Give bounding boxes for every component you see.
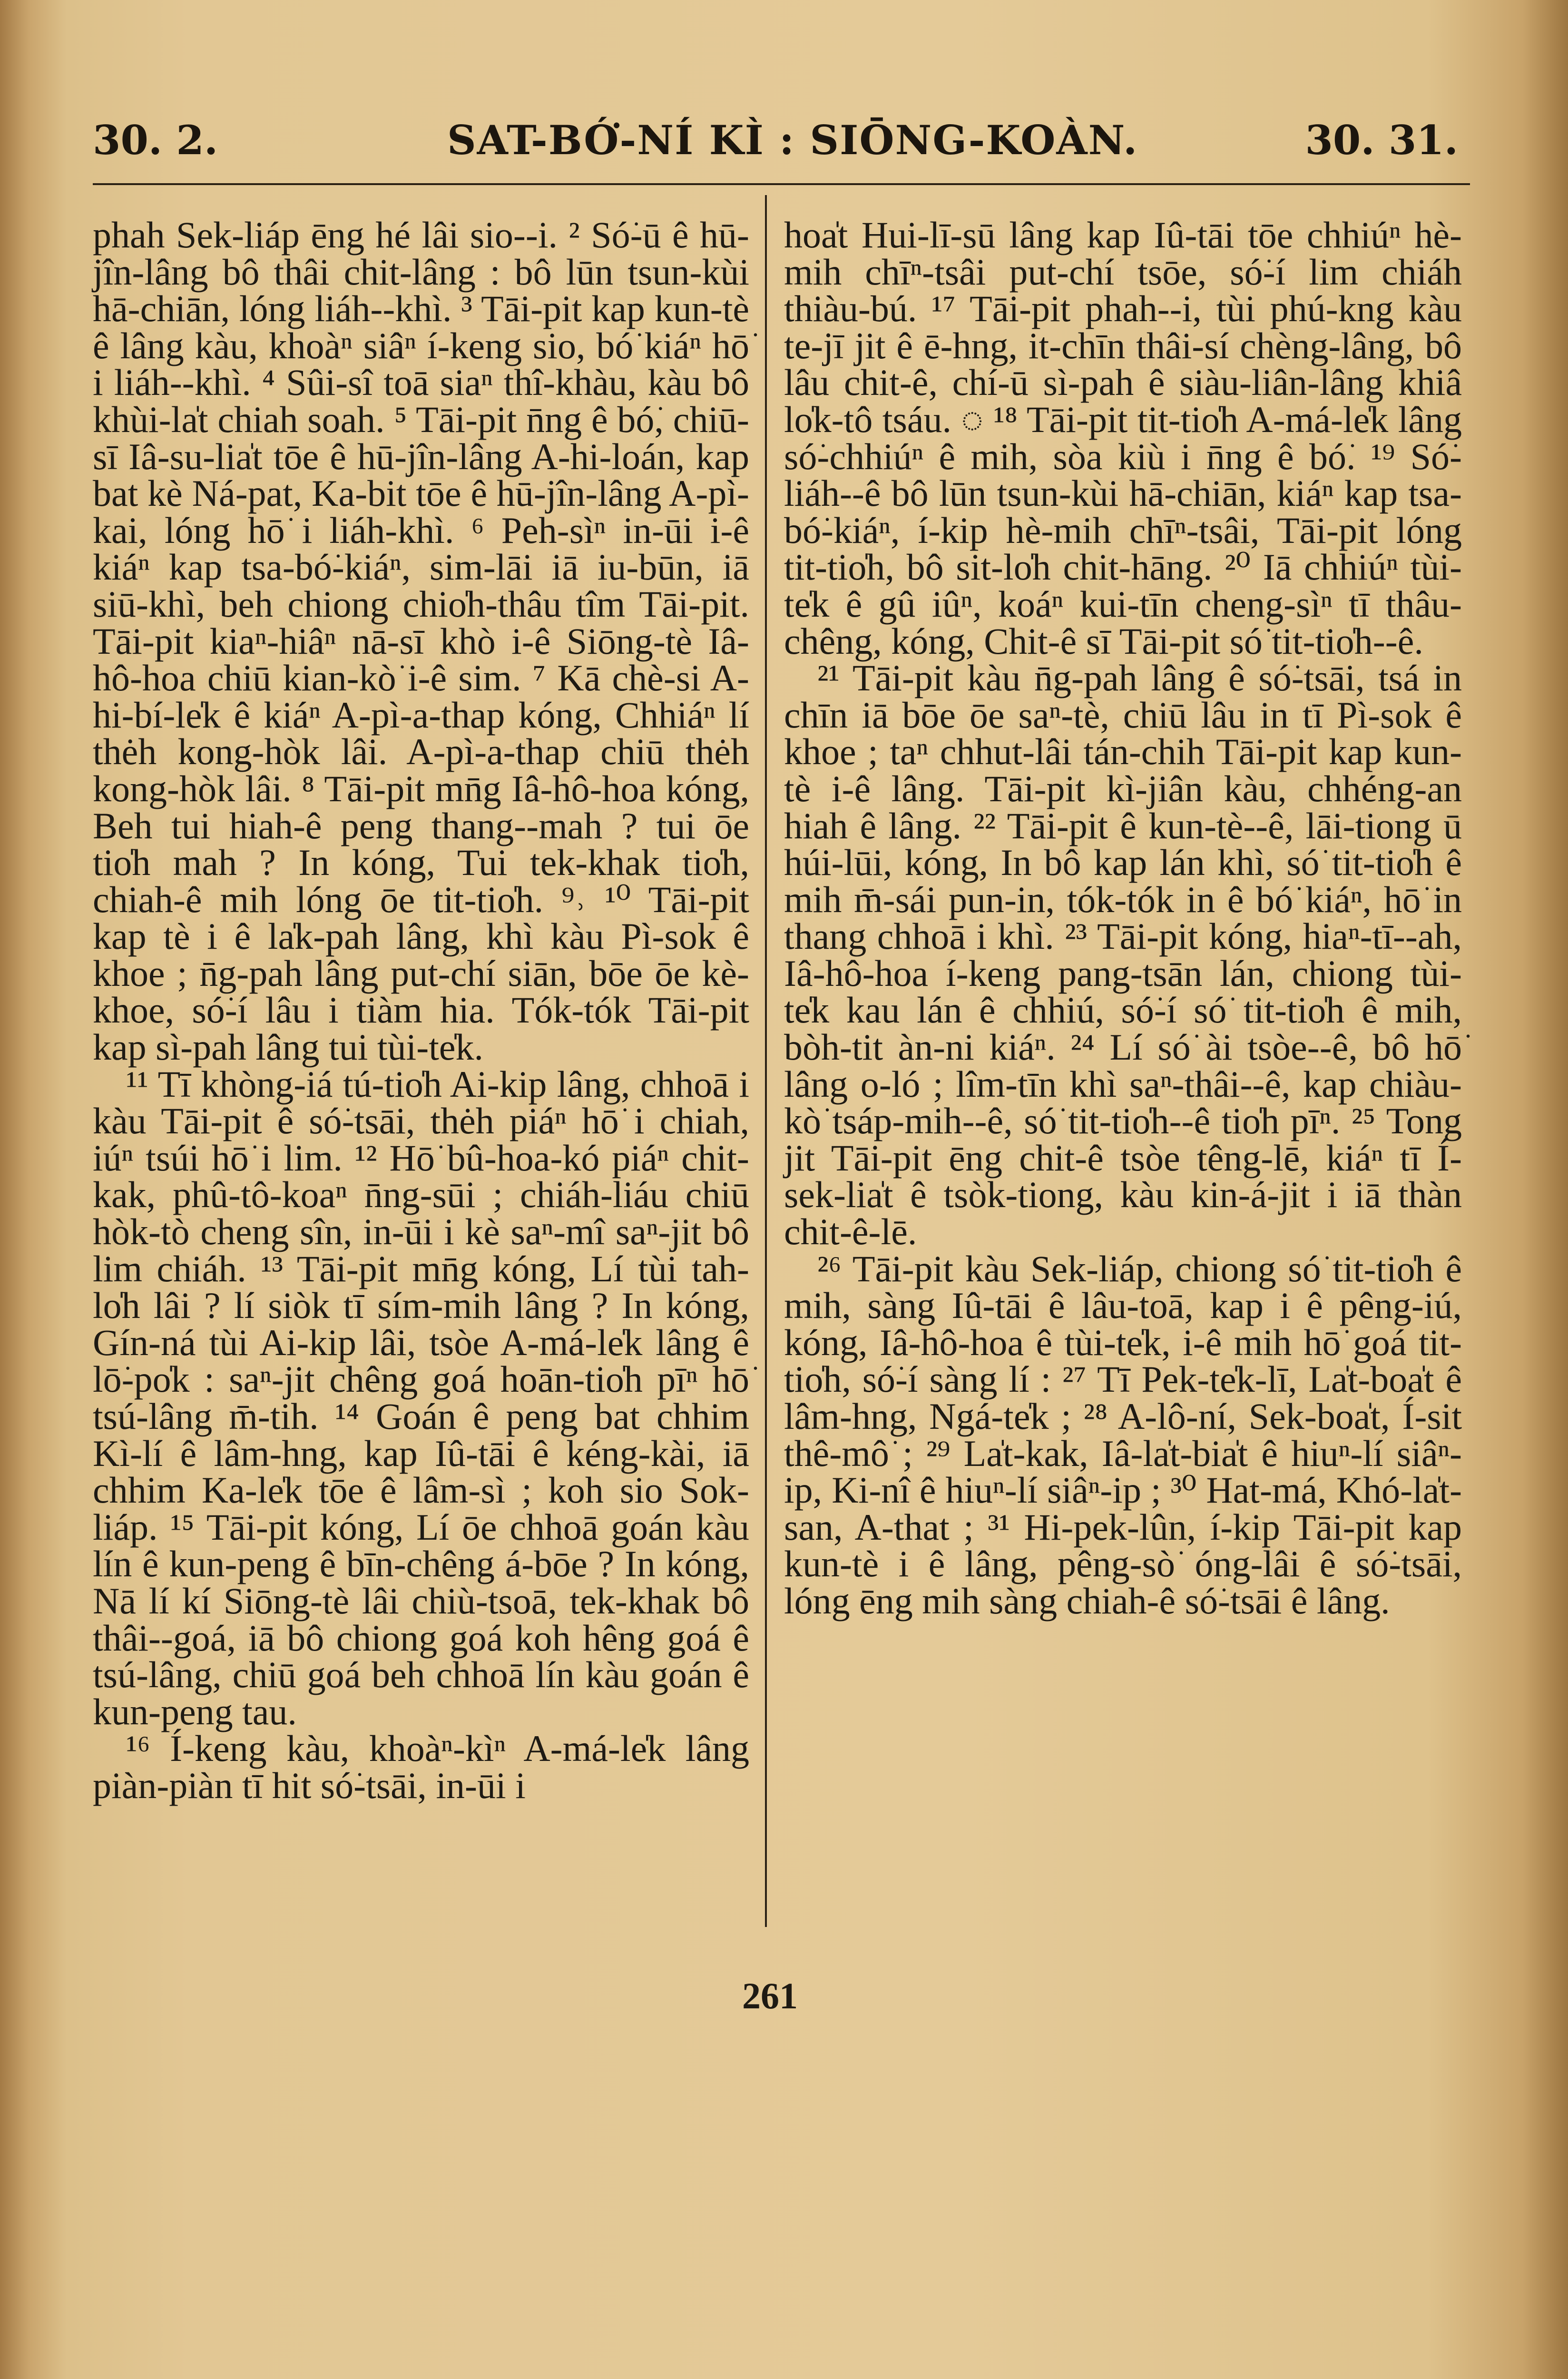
header-book-title: SAT-BÓ͘-NÍ KÌ : SIŌNG-KOÀN. (447, 117, 1138, 164)
header-verse-range-right: 30. 31. (1305, 117, 1458, 164)
paragraph: ²¹ Tāi-pit kàu n̄g-pah lâng ê só͘-tsāi, tsá in chīn iā bōe ōe saⁿ-tè, chiū lâu in tī Pì-sok ê khoe ; taⁿ chhut-lâi tán-chih Tāi-pit kap kun-tè i-ê lâng. Tāi-pit kì-jiân kàu, chhéng-an hiah ê lâng. ²² Tāi-pit ê kun-tè--ê, lāi-tiong ū húi-lūi, kóng, In bô kap lán khì, só͘ tit-tio̍h ê mih m̄-sái pun-in, tók-tók in ê bó͘ kiáⁿ, hō͘ in thang chhoā i khì. ²³ Tāi-pit kóng, hiaⁿ-tī--ah, Iâ-hô-hoa í-keng pang-tsān lán, chiong tùi-te̍k kau lán ê chhiú, só͘-í só͘ tit-tio̍h ê mih, bòh-tit àn-ni kiáⁿ. ²⁴ Lí só͘ ài tsòe--ê, bô hō͘ lâng o-ló ; lîm-tīn khì saⁿ-thâi--ê, kap chiàu-kò͘ tsáp-mih--ê, só͘ tit-tio̍h--ê tio̍h pīⁿ. ²⁵ Tong jit Tāi-pit ēng chit-ê tsòe têng-lē, kiáⁿ tī Í-sek-lia̍t ê tsòk-tiong, kàu kin-á-jit i iā thàn chit-ê-lē. (784, 657, 1462, 1253)
header-rule (93, 183, 1470, 185)
left-column (93, 216, 749, 1804)
column-divider (765, 195, 767, 1927)
paragraph: hoa̍t Hui-lī-sū lâng kap Iû-tāi tōe chhiúⁿ hè-mih chīⁿ-tsâi put-chí tsōe, só͘-í lim chiáh thiàu-bú. ¹⁷ Tāi-pit phah--i, tùi phú-kng kàu te-jī jit ê ē-hng, it-chīn thâi-sí chèng-lâng, bô lâu chit-ê, chí-ū sì-pah ê siàu-liân-lâng khiâ lo̍k-tô tsáu. ◌ ¹⁸ Tāi-pit tit-tio̍h A-má-le̍k lâng só͘-chhiúⁿ ê mih, sòa kiù i n̄ng ê bó͘. ¹⁹ Só͘-liáh--ê bô lūn tsun-kùi hā-chiān, kiáⁿ kap tsa-bó͘-kiáⁿ, í-kip hè-mih chīⁿ-tsâi, Tāi-pit lóng tit-tio̍h, bô sit-lo̍h chit-hāng. ²⁰ Iā chhiúⁿ tùi-te̍k ê gû iûⁿ, koáⁿ kui-tīn cheng-sìⁿ tī thâu-chêng, kóng, Chit-ê sī Tāi-pit só͘ tit-tio̍h--ê. (784, 214, 1462, 662)
running-header (93, 117, 1458, 174)
page-number: 261 (742, 1975, 798, 2016)
paragraph: phah Sek-liáp ēng hé lâi sio--i. ² Só͘-ū ê hū-jîn-lâng bô thâi chit-lâng : bô lūn tsun-kùi hā-chiān, lóng liáh--khì. ³ Tāi-pit kap kun-tè ê lâng kàu, khoàⁿ siâⁿ í-keng sio, bó͘ kiáⁿ hō͘ i liáh--khì. ⁴ Sûi-sî toā siaⁿ thî-khàu, kàu bô khùi-la̍t chiah soah. ⁵ Tāi-pit n̄ng ê bó͘, chiū-sī Iâ-su-lia̍t tōe ê hū-jîn-lâng A-hi-loán, kap bat kè Ná-pat, Ka-bit tōe ê hū-jîn-lâng A-pì-kai, lóng hō͘ i liáh-khì. ⁶ Peh-sìⁿ in-ūi i-ê kiáⁿ kap tsa-bó͘-kiáⁿ, sim-lāi iā iu-būn, iā siū-khì, beh chiong chio̍h-thâu tîm Tāi-pit. Tāi-pit kiaⁿ-hiâⁿ nā-sī khò i-ê Siōng-tè Iâ-hô-hoa chiū kian-kò͘ i-ê sim. ⁷ Kā chè-si A-hi-bí-le̍k ê kiáⁿ A-pì-a-thap kóng, Chhiáⁿ lí thėh kong-hòk lâi. A-pì-a-thap chiū thėh kong-hòk lâi. ⁸ Tāi-pit mn̄g Iâ-hô-hoa kóng, Beh tui hiah-ê peng thang--mah ? tui ōe tio̍h mah ? In kóng, Tui tek-khak tio̍h, chiah-ê mih lóng ōe tit-tio̍h. ⁹˒ ¹⁰ Tāi-pit kap tè i ê la̍k-pah lâng, khì kàu Pì-sok ê khoe ; n̄g-pah lâng put-chí siān, bōe ōe kè-khoe, só͘-í lâu i tiàm hia. Tók-tók Tāi-pit kap sì-pah lâng tui tùi-te̍k. (93, 214, 749, 1068)
right-column (784, 216, 1462, 1620)
header-verse-range-left: 30. 2. (93, 117, 218, 164)
paragraph: ¹⁶ Í-keng kàu, khoàⁿ-kìⁿ A-má-le̍k lâng piàn-piàn tī hit só͘-tsāi, in-ūi i (93, 1728, 749, 1806)
paragraph: ²⁶ Tāi-pit kàu Sek-liáp, chiong só͘ tit-tio̍h ê mih, sàng Iû-tāi ê lâu-toā, kap i ê pêng-iú, kóng, Iâ-hô-hoa ê tùi-te̍k, i-ê mih hō͘ goá tit-tio̍h, só͘-í sàng lí : ²⁷ Tī Pek-te̍k-lī, La̍t-boa̍t ê lâm-hng, Ngá-te̍k ; ²⁸ A-lô-ní, Sek-boa̍t, Í-sit thê-mô͘ ; ²⁹ La̍t-kak, Iâ-la̍t-bia̍t ê hiuⁿ-lí siâⁿ-ip, Ki-nî ê hiuⁿ-lí siâⁿ-ip ; ³⁰ Hat-má, Khó-la̍t-san, A-that ; ³¹ Hi-pek-lûn, í-kip Tāi-pit kap kun-tè i ê lâng, pêng-sò͘ óng-lâi ê só͘-tsāi, lóng ēng mih sàng chiah-ê só͘-tsāi ê lâng. (784, 1248, 1462, 1622)
paragraph: ¹¹ Tī khòng-iá tú-tio̍h Ai-kip lâng, chhoā i kàu Tāi-pit ê só͘-tsāi, thėh piáⁿ hō͘ i chiah, iúⁿ tsúi hō͘ i lim. ¹² Hō͘ bû-hoa-kó piáⁿ chit-kak, phû-tô-koaⁿ n̄ng-sūi ; chiáh-liáu chiū hòk-tò cheng sîn, in-ūi i kè saⁿ-mî saⁿ-jit bô lim chiáh. ¹³ Tāi-pit mn̄g kóng, Lí tùi tah-lo̍h lâi ? lí siòk tī sím-mih lâng ? In kóng, Gín-ná tùi Ai-kip lâi, tsòe A-má-le̍k lâng ê lō͘-po̍k : saⁿ-jit chêng goá hoān-tio̍h pīⁿ hō͘ tsú-lâng m̄-tih. ¹⁴ Goán ê peng bat chhim Kì-lí ê lâm-hng, kap Iû-tāi ê kéng-kài, iā chhim Ka-le̍k tōe ê lâm-sì ; koh sio Sok-liáp. ¹⁵ Tāi-pit kóng, Lí ōe chhoā goán kàu lín ê kun-peng ê bīn-chêng á-bōe ? In kóng, Nā lí kí Siōng-tè lâi chiù-tsoā, tek-khak bô thâi--goá, iā bô chiong goá koh hêng goá ê tsú-lâng, chiū goá beh chhoā lín kàu goán ê kun-peng tau. (93, 1063, 749, 1732)
